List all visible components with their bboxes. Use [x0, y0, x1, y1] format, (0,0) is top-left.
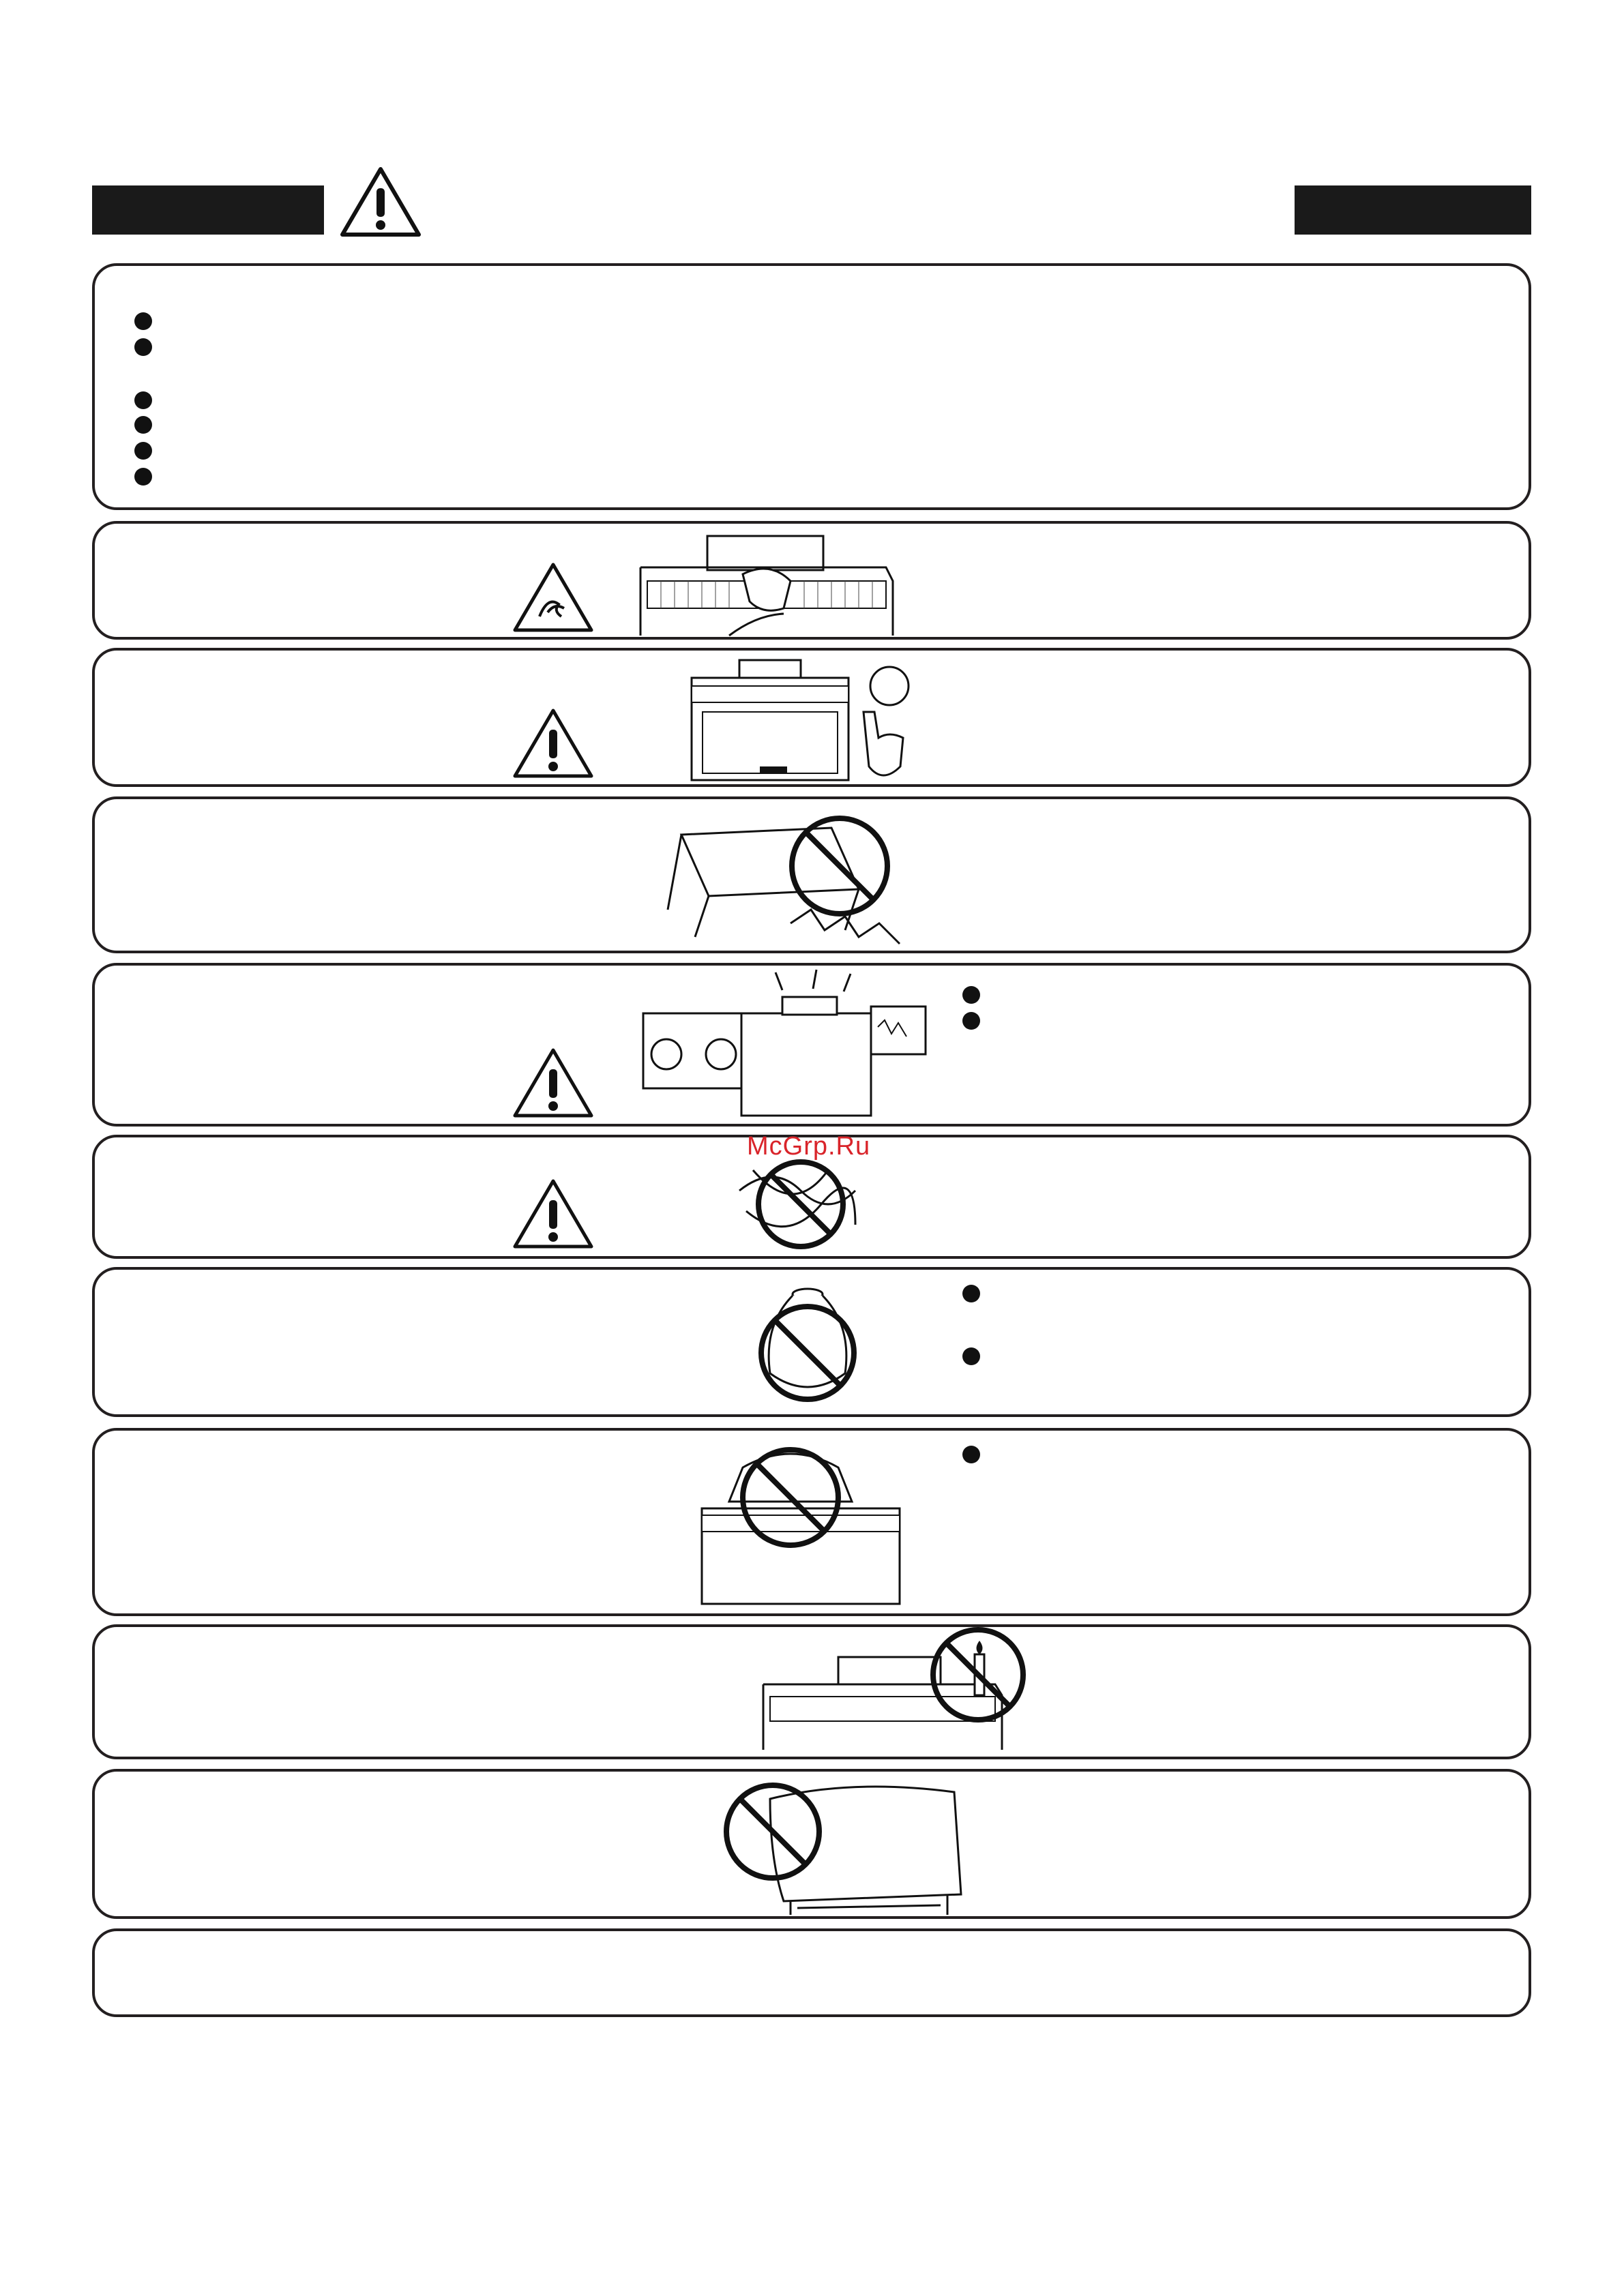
bullet-point: [134, 338, 152, 356]
bullet-point: [962, 1285, 980, 1302]
bullet-point: [962, 986, 980, 1004]
bullet-point: [134, 416, 152, 434]
piano-keyboard-hands-illustration: [634, 533, 900, 642]
watermark: McGrp.Ru: [747, 1132, 871, 1161]
bullet-point: [134, 442, 152, 460]
tangled-cord-prohibited-illustration: [733, 1150, 862, 1259]
intro-panel: [92, 263, 1531, 510]
warning-triangle-icon: [512, 708, 594, 779]
warning-triangle-icon: [512, 1178, 594, 1249]
no-covering-panel: [92, 1769, 1531, 1919]
bullet-point: [134, 468, 152, 486]
footer-note-panel: [92, 1928, 1531, 2017]
stereo-piano-tv-illustration: [639, 966, 939, 1121]
bullet-point: [962, 1446, 980, 1463]
vase-prohibited-illustration: [750, 1285, 866, 1407]
no-liquids-panel: [92, 1267, 1531, 1417]
bullet-point: [134, 312, 152, 330]
piano-cover-prohibited-illustration: [675, 1778, 968, 1919]
piano-falling-prohibited-illustration: [654, 814, 934, 951]
no-tipping-panel: [92, 796, 1531, 953]
header-right-bar: [1295, 185, 1531, 235]
bullet-point: [134, 391, 152, 409]
piano-candle-prohibited-illustration: [675, 1634, 1029, 1758]
warning-triangle-icon: [340, 166, 422, 237]
bullet-point: [962, 1012, 980, 1030]
power-button-panel: [92, 648, 1531, 787]
bullet-point: [962, 1347, 980, 1365]
piano-power-finger-illustration: [685, 657, 910, 787]
piano-heavy-object-prohibited-illustration: [688, 1440, 913, 1612]
hand-pinch-warning-icon: [512, 562, 594, 633]
hand-pinch-panel: [92, 521, 1531, 640]
interference-panel: [92, 963, 1531, 1127]
no-heavy-objects-panel: [92, 1428, 1531, 1616]
warning-triangle-icon: [512, 1047, 594, 1118]
no-open-flame-panel: [92, 1624, 1531, 1759]
header-left-bar: [92, 185, 324, 235]
